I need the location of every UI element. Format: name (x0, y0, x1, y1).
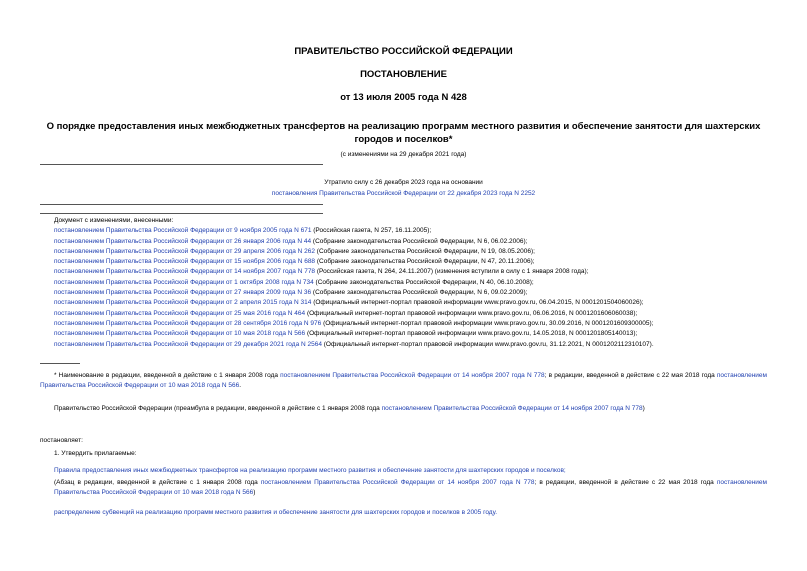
abzac-text: ) (253, 489, 256, 496)
change-note: (Официальный интернет-портал правовой информации www.pravo.gov.ru, 06.06.2016, N 0001201606060038); (305, 309, 638, 317)
change-note: (Официальный интернет-портал правовой информации www.pravo.gov.ru, 14.05.2018, N 0001201805140013); (305, 330, 638, 338)
lost-force-wrap (0, 190, 807, 197)
list-item (54, 298, 794, 308)
list-item (54, 340, 794, 350)
change-link[interactable]: постановлением Правительства Российской Федерации от 15 ноября 2006 года N 688 (54, 258, 316, 266)
footnote-link-778[interactable]: постановлением Правительства Российской Федерации от 14 ноября 2007 года N 778 (280, 372, 545, 379)
rules-link-wrap (54, 467, 566, 474)
list-item (54, 226, 794, 236)
change-link[interactable]: постановлением Правительства Российской Федерации от 9 ноября 2005 года N 671 (54, 227, 312, 235)
approve-text: 1. Утвердить прилагаемые: (54, 450, 137, 457)
lost-force-text: Утратило силу с 26 декабря 2023 года на основании (324, 179, 483, 186)
change-link[interactable]: постановлением Правительства Российской Федерации от 26 января 2006 года N 44 (54, 237, 312, 245)
list-item (54, 309, 794, 319)
abzac-link-566[interactable]: постановлением Правительства Российской Федерации от 10 мая 2018 года N 566 (54, 479, 767, 496)
list-item (54, 267, 794, 277)
change-note: (Официальный интернет-портал правовой информации www.pravo.gov.ru, 30.09.2016, N 0001201609300005); (321, 319, 654, 327)
change-link[interactable]: постановлением Правительства Российской Федерации от 25 мая 2016 года N 464 (54, 309, 306, 317)
footnote-text: . (239, 382, 242, 389)
footnote-text: * Наименование в редакции, введенной в действие с 1 января 2008 года (54, 372, 281, 379)
government-heading: ПРАВИТЕЛЬСТВО РОССИЙСКОЙ ФЕДЕРАЦИИ (294, 46, 513, 57)
change-link[interactable]: постановлением Правительства Российской Федерации от 2 апреля 2015 года N 314 (54, 299, 312, 307)
list-item (54, 247, 794, 257)
divider (40, 164, 323, 165)
list-item (54, 329, 794, 339)
preamble (54, 405, 645, 412)
abzac-note (54, 478, 767, 498)
divider (40, 213, 323, 214)
rules-link[interactable]: Правила предоставления иных межбюджетных трансфертов на реализацию программ местного развития и обеспечение занятости для шахтерских городов и поселков; (54, 467, 566, 474)
abzac-text: ; в редакции, введенной в действие с 22 мая 2018 года (534, 479, 717, 486)
footnote (40, 371, 767, 391)
footnote-link-566[interactable]: постановлением Правительства Российской Федерации от 10 мая 2018 года N 566 (40, 372, 768, 389)
lost-force-link[interactable]: постановления Правительства Российской Федерации от 22 декабря 2023 года N 2252 (271, 190, 536, 197)
change-note: (Собрание законодательства Российской Федерации, N 40, 06.10.2008); (313, 278, 534, 286)
list-item (54, 278, 794, 288)
change-note: (Официальный интернет-портал правовой информации www.pravo.gov.ru, 31.12.2021, N 0001202112310107). (321, 340, 654, 348)
change-note: (Собрание законодательства Российской Федерации, N 6, 09.02.2009); (311, 289, 528, 297)
change-link[interactable]: постановлением Правительства Российской Федерации от 1 октября 2008 года N 734 (54, 278, 314, 286)
change-link[interactable]: постановлением Правительства Российской Федерации от 28 сентября 2016 года N 976 (54, 319, 322, 327)
abzac-text: (Абзац в редакции, введенной в действие с 1 января 2008 года (54, 479, 261, 486)
preamble-link[interactable]: постановлением Правительства Российской Федерации от 14 ноября 2007 года N 778 (381, 405, 643, 412)
changes-list (54, 216, 794, 350)
decrees-text: постановляет: (40, 437, 83, 444)
divider (40, 204, 323, 205)
changes-heading: Документ с изменениями, внесенными: (54, 217, 174, 224)
change-link[interactable]: постановлением Правительства Российской Федерации от 29 декабря 2021 года N 2564 (54, 340, 322, 348)
change-link[interactable]: постановлением Правительства Российской Федерации от 10 мая 2018 года N 566 (54, 330, 306, 338)
amended-note: (с изменениями на 29 декабря 2021 года) (340, 151, 467, 158)
list-item (54, 319, 794, 329)
abzac-link-778[interactable]: постановлением Правительства Российской Федерации от 14 ноября 2007 года N 778 (260, 479, 535, 486)
list-item (54, 288, 794, 298)
change-note: (Собрание законодательства Российской Федерации, N 6, 06.02.2006); (311, 237, 528, 245)
list-item (54, 237, 794, 247)
footnote-divider (40, 363, 80, 364)
date-number-heading: от 13 июля 2005 года N 428 (340, 92, 467, 103)
change-note: (Российская газета, N 257, 16.11.2005); (311, 227, 432, 235)
change-note: (Собрание законодательства Российской Федерации, N 19, 08.05.2006); (315, 247, 535, 255)
change-note: (Официальный интернет-портал правовой информации www.pravo.gov.ru, 06.04.2015, N 0001201504060026); (311, 299, 644, 307)
change-note: (Собрание законодательства Российской Федерации, N 47, 20.11.2006); (315, 258, 535, 266)
document-title: О порядке предоставления иных межбюджетных трансфертов на реализацию программ местного развития и обеспечение занятости для шахтерских городов и поселков* (46, 121, 761, 145)
distribution-wrap (54, 509, 497, 516)
distribution-link[interactable]: распределение субвенций на реализацию программ местного развития и обеспечение занятости для шахтерских городов и поселков в 2005 году. (54, 509, 497, 516)
list-item (54, 257, 794, 267)
change-link[interactable]: постановлением Правительства Российской Федерации от 14 ноября 2007 года N 778 (54, 268, 316, 276)
change-link[interactable]: постановлением Правительства Российской Федерации от 29 апреля 2006 года N 262 (54, 247, 315, 255)
change-note: (Российская газета, N 264, 24.11.2007) (изменения вступили в силу с 1 января 2008 года); (315, 268, 589, 276)
change-link[interactable]: постановлением Правительства Российской Федерации от 27 января 2009 года N 36 (54, 289, 312, 297)
footnote-text: ; в редакции, введенной в действие с 22 мая 2018 года (544, 372, 717, 379)
document-type-heading: ПОСТАНОВЛЕНИЕ (360, 69, 447, 80)
preamble-text: ) (642, 405, 645, 412)
preamble-text: Правительство Российской Федерации (преамбула в редакции, введенной в действие с 1 января 2008 года (54, 405, 382, 412)
